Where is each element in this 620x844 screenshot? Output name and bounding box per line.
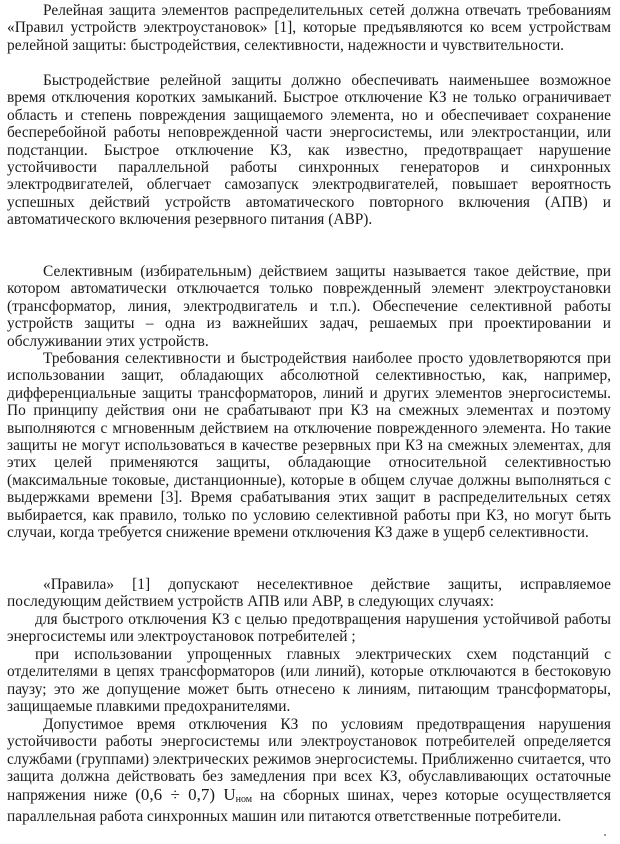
voltage-formula [135,785,252,804]
paragraph-requirements: Релейная защита элементов распределительных сетей должна отвечать требованиям «Правил устройств электроустановок» [1], которые предъявляются ко всем устройствам релейной защиты: быстродействия, селективности, надежности и чувствительности. [7,2,611,54]
paragraph-selectivity: Селективным (избирательным) действием защиты называется такое действие, при котором автоматически отключается только поврежденный элемент электроустановки (трансформатор, линия, электродвигатель и т.п.). Обеспечение селективной работы устройств защиты – одна из важнейших задач, решаемых при проектировании и обслуживании этих устройств. [7,263,611,350]
scan-speck [604,834,606,836]
formula-subscript: ном [235,793,253,805]
paragraph-speed: Быстродействие релейной защиты должно обеспечивать наименьшее возможное время отключения коротких замыканий. Быстрое отключение КЗ не только ограничивает область и степень повреждения защищаемого элемента, но и обеспечивает сохранение бесперебойной работы неповрежденной части энергосистемы, или электростанции, или подстанции. Быстрое отключение КЗ, как известно, предотвращает нарушение устойчивости параллельной работы синхронных генераторов и синхронных электродвигателей, облегчает самозапуск электродвигателей, повышает вероятность успешных действий устройств автоматического повторного включения (АПВ) и автоматического включения резервного питания (АВР). [7,72,611,229]
paragraph-text-after-formula: на сборных шинах, через которые осуществляется параллельная работа синхронных машин или питаются ответственные потребители. [7,786,611,826]
paragraph-rules-intro: «Правила» [1] допускают неселективное действие защиты, исправляемое последующим действием устройств АПВ или АВР, в следующих случаях: [7,576,611,611]
paragraph-text-before-formula: Допустимое время отключения КЗ по условиям предотвращения нарушения устойчивости работы энергосистемы или электроустановок потребителей определяется службами (группами) электрических режимов энергосистемы. Приближенно считается, что защита должна действовать без замедления при всех КЗ, обуславливающих остаточные напряжения ниже [7,716,611,804]
paragraph-selectivity-speed: Требования селективности и быстродействия наиболее просто удовлетворяются при использовании защит, обладающих абсолютной селективностью, как, например, дифференциальные защиты трансформаторов, линий и других элементов энергосистемы. По принципу действия они не срабатывают при КЗ на смежных элементах и поэтому выполняются с мгновенным действием на отключение поврежденного элемента. Но такие защиты не могут использоваться в качестве резервных при КЗ на смежных элементах, для этих целей применяются защиты, обладающие относительной селективностью (максимальные токовые, дистанционные), которые в общем случае должны выполняться с выдержками времени [3]. Время срабатывания этих защит в распределительных сетях выбирается, как правило, только по условию селективной работы при КЗ, но могут быть случаи, когда требуется снижение времени отключения КЗ даже в ущерб селективности. [7,350,611,542]
list-item-fast-clearance: для быстрого отключения КЗ с целью предотвращения нарушения устойчивой работы энергосистемы или электроустановок потребителей ; [7,611,611,646]
list-item-simplified-schemes: при использовании упрощенных главных электрических схем подстанций с отделителями в цепях трансформаторов (или линий), которые отключаются в бестоковую паузу; это же допущение может быть отнесено к линиям, питающим трансформаторы, защищаемые плавкими предохранителями. [7,646,611,716]
formula-main: (0,6 ÷ 0,7) U [135,784,236,804]
paragraph-permissible-time [7,716,611,825]
